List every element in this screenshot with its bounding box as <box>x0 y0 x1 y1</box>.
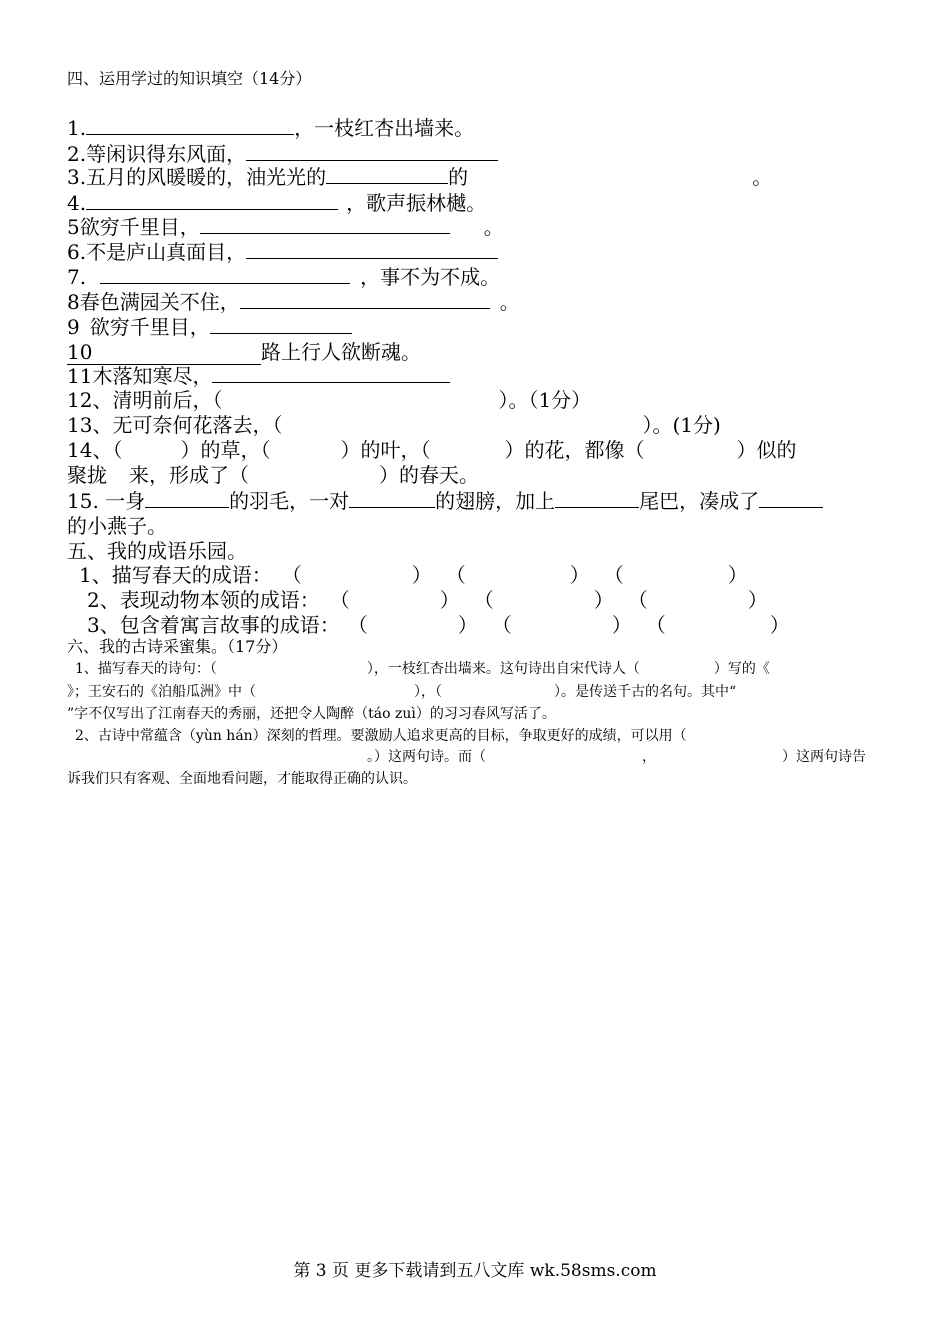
answer-blank[interactable] <box>212 363 450 383</box>
section-5-title: 五、我的成语乐园。 <box>67 539 247 563</box>
answer-blank[interactable] <box>759 488 823 508</box>
fill-item-3: 3.五月的风暖暖的，油光光的 的 。 <box>67 165 773 189</box>
idiom-row-1: 1、描写春天的成语： （ ） （ ） （ ） <box>79 563 748 587</box>
fill-item-12: 12、清明前后，（ ）。（1分） <box>67 388 592 412</box>
fill-item-14-line-1: 14、（ ）的草，（ ）的叶，（ ）的花，都像（ ）似的 <box>67 438 797 462</box>
idiom-row-2: 2、表现动物本领的成语： （ ） （ ） （ ） <box>87 588 768 612</box>
fill-item-11: 11木落知寒尽， <box>67 360 450 389</box>
fill-item-2: 2.等闲识得东风面， <box>67 138 498 167</box>
fill-item-5: 5欲穷千里目， 。 <box>67 215 504 239</box>
answer-blank[interactable] <box>100 264 350 284</box>
idiom-row-3: 3、包含着寓言故事的成语： （ ） （ ） （ ） <box>87 613 790 637</box>
fill-item-15-line-1: 15. 一身 的羽毛，一对 的翅膀，加上 尾巴，凑成了 <box>67 485 823 514</box>
section-6-title: 六、我的古诗采蜜集。（17分） <box>67 637 288 656</box>
fill-item-15-line-2: 的小燕子。 <box>67 514 167 538</box>
poem-p2-line-2: 。）这两句诗。而（ ， ）这两句诗告 <box>367 749 866 765</box>
answer-blank[interactable] <box>246 141 498 161</box>
fill-item-7: 7. ，事不为不成。 <box>67 265 501 289</box>
answer-blank[interactable] <box>240 289 490 309</box>
answer-blank[interactable] <box>86 115 294 135</box>
fill-item-1: 1. ，一枝红杏出墙来。 <box>67 116 475 140</box>
poem-p1-line-3: ”字不仅写出了江南春天的秀丽，还把令人陶醉（táo zuì）的习习春风写活了。 <box>67 706 556 722</box>
poem-p2-line-1: 2、古诗中常蕴含（yùn hán）深刻的哲理。要激励人追求更高的目标，争取更好的成绩，可以用（ <box>75 728 687 744</box>
answer-blank[interactable] <box>200 214 450 234</box>
answer-blank[interactable] <box>326 164 448 184</box>
answer-blank[interactable] <box>145 488 229 508</box>
section-4-title: 四、运用学过的知识填空（14分） <box>67 69 312 88</box>
fill-item-10: 10 路上行人欲断魂。 <box>67 340 421 364</box>
poem-p2-line-3: 诉我们只有客观、全面地看问题，才能取得正确的认识。 <box>67 771 417 787</box>
answer-blank[interactable] <box>555 488 639 508</box>
poem-p1-line-2: 》；王安石的《泊船瓜洲》中（ ），（ ）。是传送千古的名句。其中“ <box>67 684 737 700</box>
page-footer: 第 3 页 更多下载请到五八文库 wk.58sms.com <box>293 1261 657 1281</box>
poem-p1-line-1: 1、描写春天的诗句：（ ），一枝红杏出墙来。这句诗出自宋代诗人（ ）写的《 <box>75 661 770 677</box>
fill-item-9: 9 欲穷千里目， <box>67 311 352 340</box>
answer-blank[interactable] <box>210 314 352 334</box>
fill-item-13: 13、无可奈何花落去，（ ）。(1分) <box>67 413 721 437</box>
answer-blank[interactable] <box>349 488 435 508</box>
fill-item-6: 6.不是庐山真面目， <box>67 236 498 265</box>
fill-item-4: 4. ，歌声振林樾。 <box>67 191 487 215</box>
answer-blank[interactable]: 10 <box>67 340 261 365</box>
fill-item-8: 8春色满园关不住， 。 <box>67 290 520 314</box>
answer-blank[interactable] <box>86 190 338 210</box>
fill-item-14-line-2: 聚拢 来，形成了（ ）的春天。 <box>67 463 479 487</box>
answer-blank[interactable] <box>246 239 498 259</box>
